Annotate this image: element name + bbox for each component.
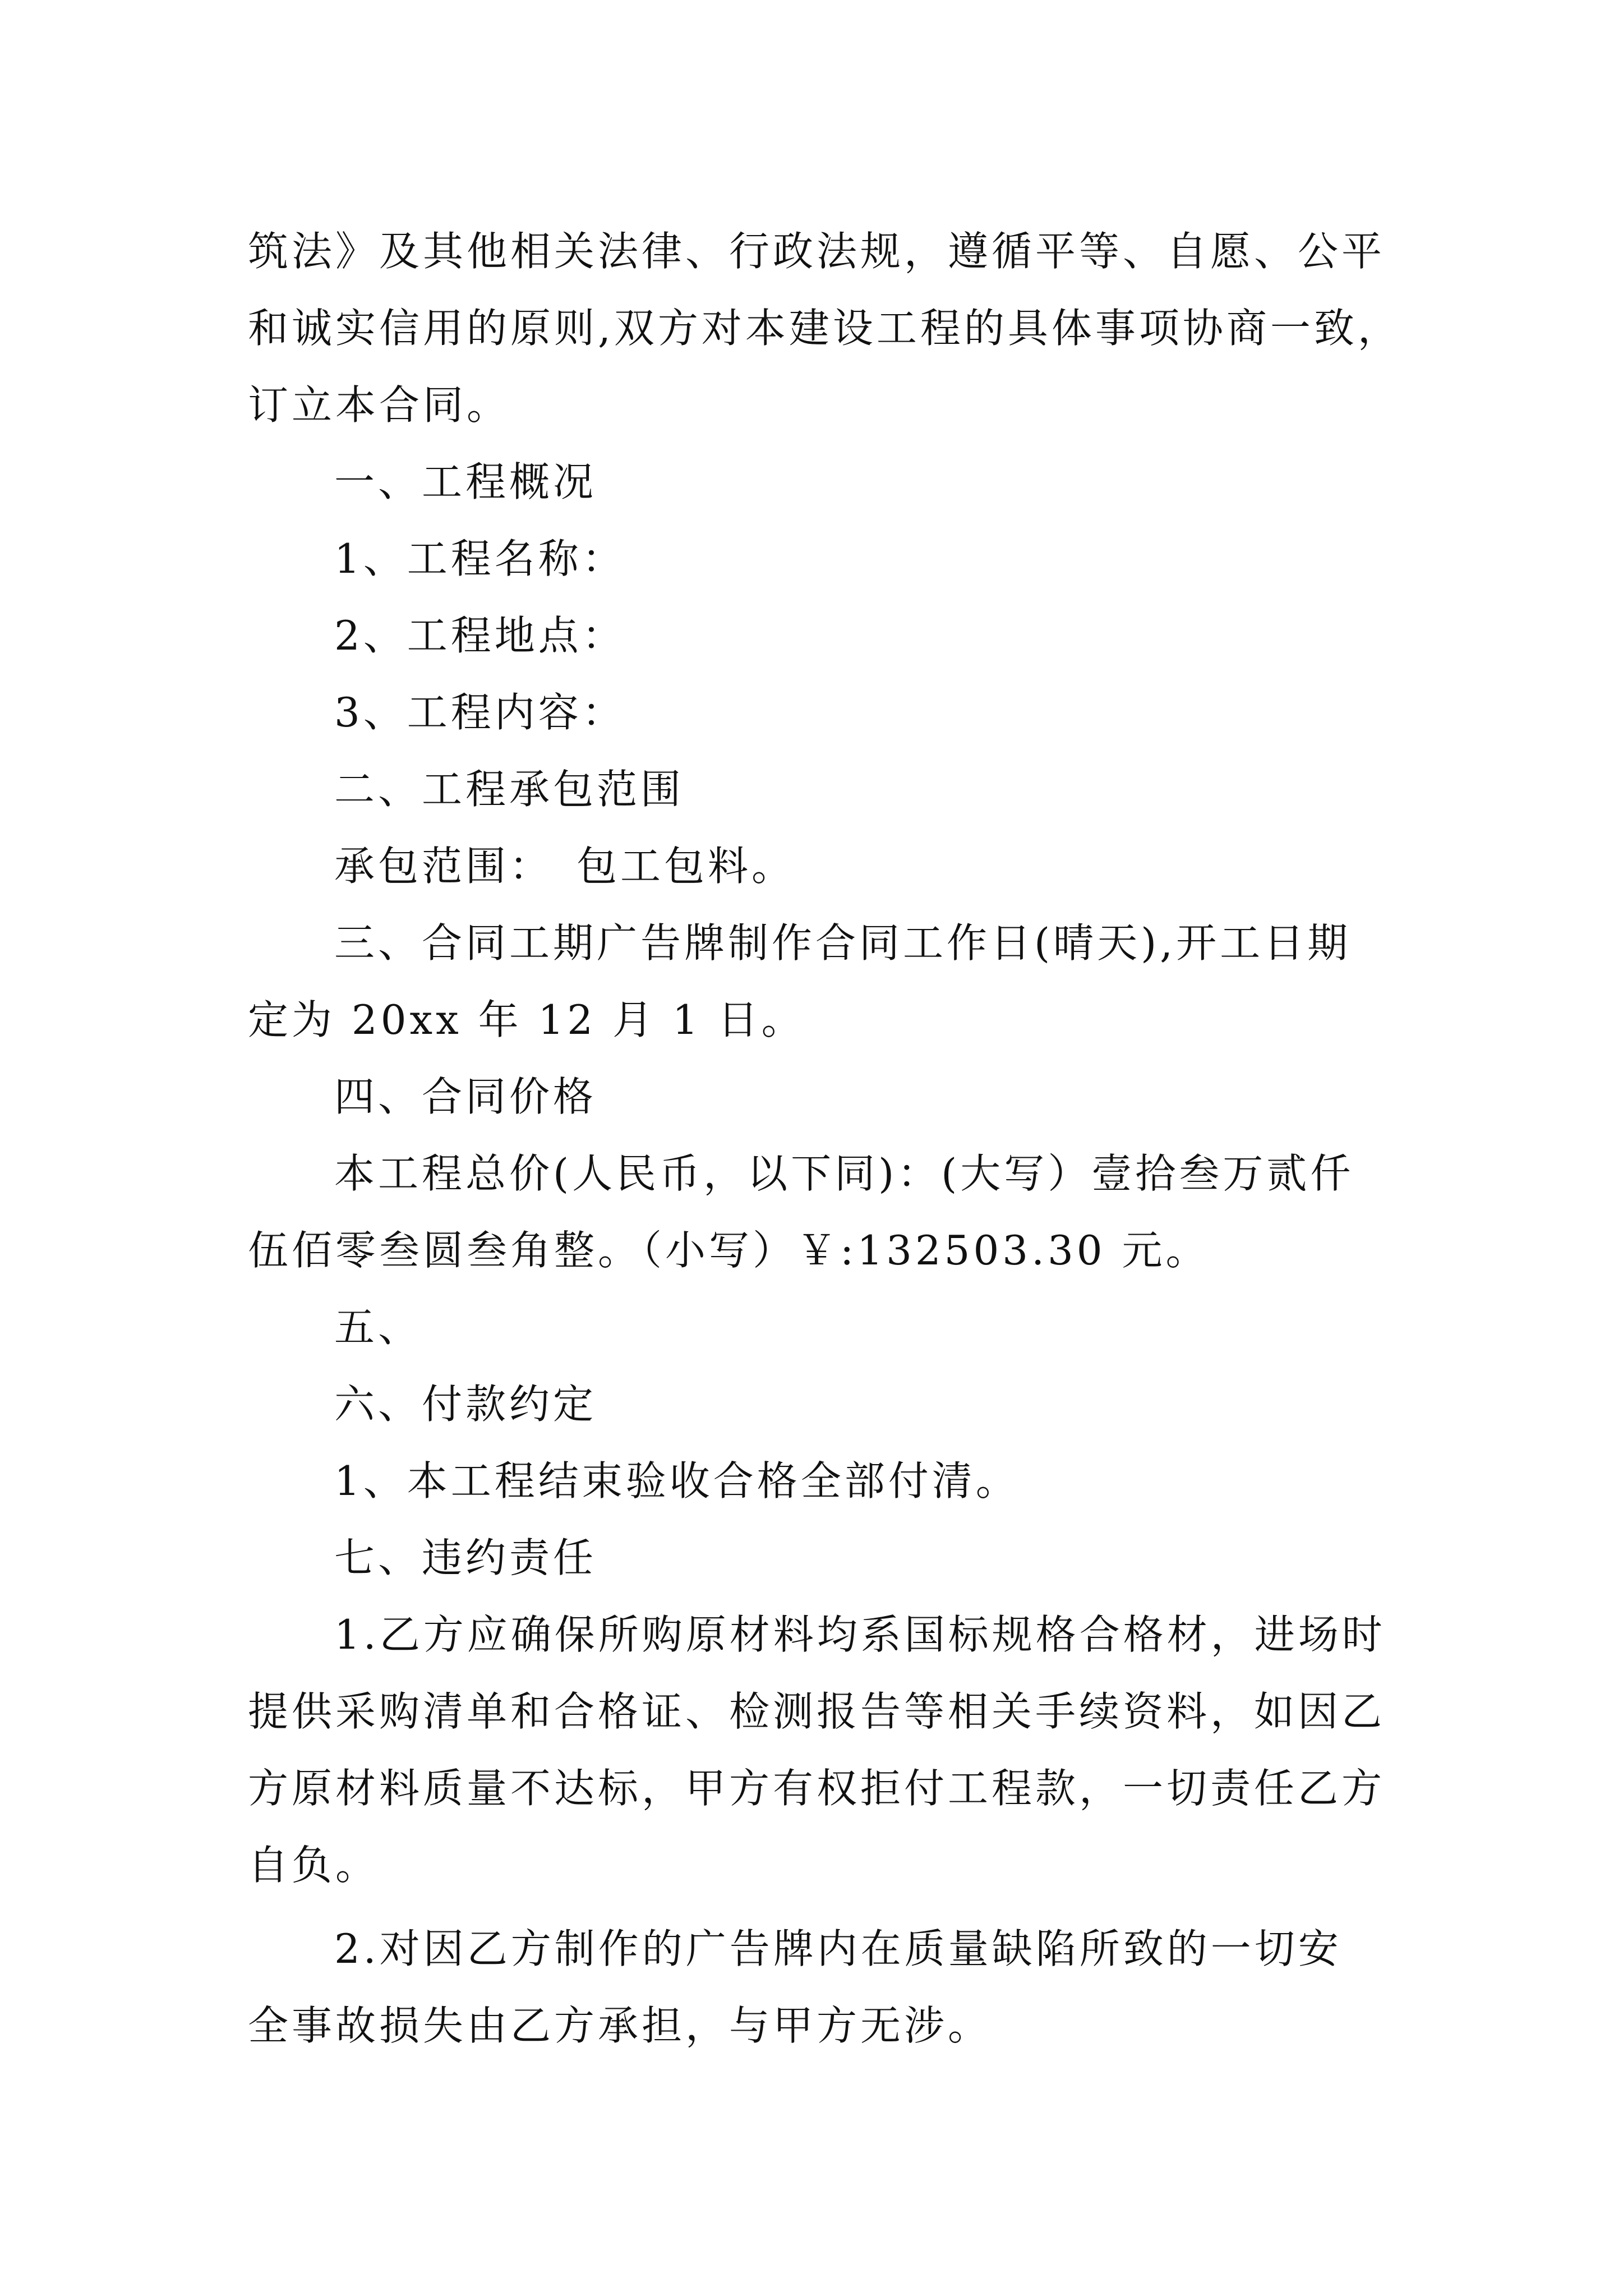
text-line: 提供采购清单和合格证、检测报告等相关手续资料，如因乙 [248,1688,1386,1735]
text-line: 2、工程地点： [334,612,626,659]
text-line: 自负。 [248,1842,380,1889]
text-line: 方原材料质量不达标，甲方有权拒付工程款，一切责任乙方 [248,1765,1386,1812]
text-line: 订立本合同。 [248,381,511,429]
section-heading: 三、合同工期广告牌制作合同工作日(晴天),开工日期 [334,919,1352,967]
section-heading: 一、工程概况 [334,458,597,505]
section-heading: 四、合同价格 [334,1073,597,1120]
text-line: 1、本工程结束验收合格全部付清。 [334,1457,1020,1504]
text-line: 本工程总价(人民币，以下同)：(大写）壹拾叁万贰仟 [334,1150,1354,1197]
section-heading: 五、 [334,1304,422,1351]
section-heading: 二、工程承包范围 [334,766,685,813]
text-line: 和诚实信用的原则,双方对本建设工程的具体事项协商一致， [248,305,1401,352]
text-line: 3、工程内容： [334,689,626,736]
text-line: 2.对因乙方制作的广告牌内在质量缺陷所致的一切安 [334,1925,1342,1972]
text-line: 1.乙方应确保所购原材料均系国标规格合格材，进场时 [334,1611,1386,1658]
text-line: 定为 20xx 年 12 月 1 日。 [248,996,805,1043]
text-line: 伍佰零叁圆叁角整。（小写）￥:132503.30 元。 [248,1227,1210,1274]
section-heading: 七、违约责任 [334,1534,597,1581]
text-line: 1、工程名称： [334,535,626,582]
section-heading: 六、付款约定 [334,1381,597,1428]
text-line: 全事故损失由乙方承担，与甲方无涉。 [248,2002,992,2049]
text-line: 筑法》及其他相关法律、行政法规，遵循平等、自愿、公平 [248,228,1386,275]
text-line: 承包范围： 包工包料。 [334,843,796,890]
contract-text [248,213,1403,2064]
